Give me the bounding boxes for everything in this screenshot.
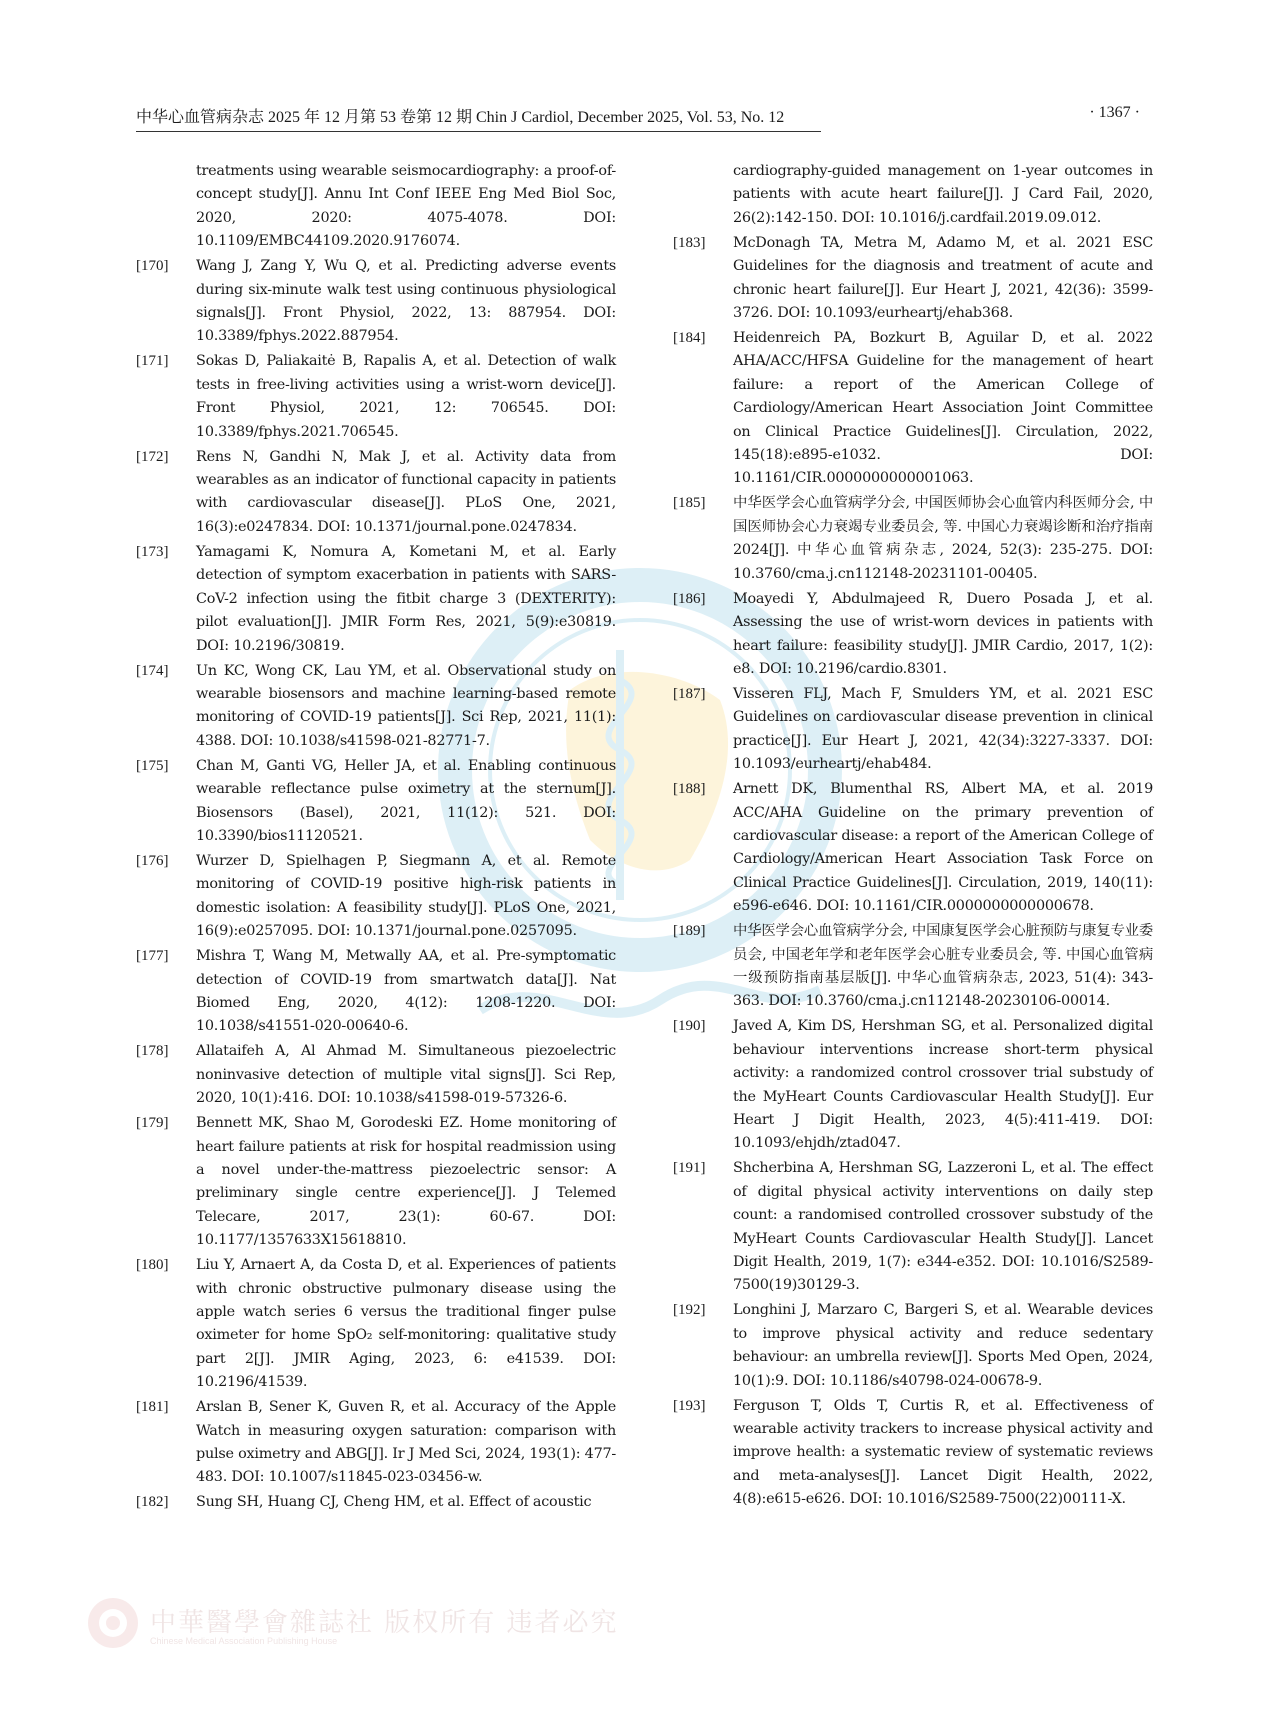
reference-number: [187] [673,685,706,702]
reference-text: Bennett MK, Shao M, Gorodeski EZ. Home monitoring of heart failure patients at risk for hospital readmission using a novel under-the-mattress piezoelectric sensor: A preliminary single centre experience[J]. J Telemed Telecare, 2017, 23(1): 60-67. DOI: 10.1177/1357633X15618810. [196,1115,616,1249]
reference-text: 中华医学会心血管病学分会, 中国康复医学会心脏预防与康复专业委员会, 中国老年学和老年医学会心脏专业委员会, 等. 中国心血管病一级预防指南基层版[J]. 中华心血管病杂志, 2023, 51(4): 343-363. DOI: 10.3760/cma.j.cn112148-20230106-00014. [733,923,1153,1010]
reference-number: [174] [136,662,169,679]
reference-text: 中华医学会心血管病学分会, 中国医师协会心血管内科医师分会, 中国医师协会心力衰竭专业委员会, 等. 中国心力衰竭诊断和治疗指南 2024[J]. 中华心血管病杂志, 2024, 52(3): 235-275. DOI: 10.3760/cma.j.cn112148-20231101-00405. [733,495,1153,582]
references-left-column [136,160,616,1516]
reference-number: [179] [136,1115,169,1132]
reference-item [673,1299,1153,1393]
reference-item [136,1112,616,1252]
reference-item [136,1491,616,1514]
reference-item [673,1157,1153,1297]
reference-item [673,160,1153,230]
reference-item [673,920,1153,1014]
publisher-watermark-en: Chinese Medical Association Publishing House [150,1636,338,1646]
reference-text: Javed A, Kim DS, Hershman SG, et al. Personalized digital behaviour interventions increase short-term physical activity: a randomized control crossover trial substudy of the MyHeart Counts Cardiovascular Health Study[J]. Eur Heart J Digit Health, 2023, 4(5):411-419. DOI: 10.1093/ehjdh/ztad047. [733,1018,1153,1152]
reference-item [136,1254,616,1394]
reference-text: Wang J, Zang Y, Wu Q, et al. Predicting adverse events during six-minute walk test using continuous physiological signals[J]. Front Physiol, 2022, 13: 887954. DOI: 10.3389/fphys.2022.887954. [196,258,616,345]
reference-text: Visseren FLJ, Mach F, Smulders YM, et al. 2021 ESC Guidelines on cardiovascular disease prevention in clinical practice[J]. Eur Heart J, 2021, 42(34):3227-3337. DOI: 10.1093/eurheartj/ehab484. [733,685,1153,773]
reference-item [673,683,1153,777]
reference-item [673,588,1153,682]
running-header [136,104,1140,126]
reference-item [136,255,616,349]
reference-number: [183] [673,234,706,251]
reference-item [136,755,616,849]
reference-number: [182] [136,1494,169,1511]
reference-text: McDonagh TA, Metra M, Adamo M, et al. 2021 ESC Guidelines for the diagnosis and treatment of acute and chronic heart failure[J]. Eur Heart J, 2021, 42(36): 3599-3726. DOI: 10.1093/eurheartj/ehab368. [733,234,1153,322]
reference-number [673,160,733,230]
reference-item [673,1015,1153,1155]
reference-number: [170] [136,258,169,275]
reference-number: [193] [673,1397,706,1414]
reference-number: [176] [136,852,169,869]
reference-number [136,160,196,254]
reference-item [673,1395,1153,1512]
reference-item [136,660,616,754]
publisher-watermark [86,1596,619,1660]
reference-item [136,350,616,444]
publisher-watermark-cn: 中華醫學會雜誌社 版权所有 违者必究 [150,1608,619,1638]
reference-text: Longhini J, Marzaro C, Bargeri S, et al. Wearable devices to improve physical activity and reduce sedentary behaviour: an umbrella review[J]. Sports Med Open, 2024, 10(1):9. DOI: 10.1186/s40798-024-00678-9. [733,1302,1153,1389]
reference-item [136,1040,616,1110]
reference-item [136,945,616,1039]
reference-number: [191] [673,1160,706,1177]
reference-text: Un KC, Wong CK, Lau YM, et al. Observational study on wearable biosensors and machine learning-based remote monitoring of COVID-19 patients[J]. Sci Rep, 2021, 11(1): 4388. DOI: 10.1038/s41598-021-82771-7. [196,662,616,749]
reference-item [136,446,616,540]
reference-text: Yamagami K, Nomura A, Kometani M, et al. Early detection of symptom exacerbation in patients with SARS-CoV-2 infection using the fitbit charge 3 (DEXTERITY): pilot evaluation[J]. JMIR Form Res, 2021, 5(9):e30819. DOI: 10.2196/30819. [196,543,616,654]
reference-text: treatments using wearable seismocardiography: a proof-of-concept study[J]. Annu Int Conf IEEE Eng Med Biol Soc, 2020, 2020: 4075-4078. DOI: 10.1109/EMBC44109.2020.9176074. [196,163,616,250]
reference-item [673,778,1153,918]
reference-number: [186] [673,590,706,607]
reference-text: Sung SH, Huang CJ, Cheng HM, et al. Effect of acoustic [196,1494,592,1511]
header-rule [136,131,821,132]
references-right-column [673,160,1153,1513]
reference-item [673,492,1153,586]
reference-text: Ferguson T, Olds T, Curtis R, et al. Effectiveness of wearable activity trackers to increase physical activity and improve health: a systematic review of systematic reviews and meta-analyses[J]. Lancet Digit Health, 2022, 4(8):e615-e626. DOI: 10.1016/S2589-7500(22)00111-X. [733,1397,1153,1508]
reference-number: [180] [136,1257,169,1274]
reference-text: Sokas D, Paliakaitė B, Rapalis A, et al. Detection of walk tests in free-living activities using a wrist-worn device[J]. Front Physiol, 2021, 12: 706545. DOI: 10.3389/fphys.2021.706545. [196,353,616,440]
reference-text: Heidenreich PA, Bozkurt B, Aguilar D, et al. 2022 AHA/ACC/HFSA Guideline for the management of heart failure: a report of the American College of Cardiology/American Heart Association Joint Committee on Clinical Practice Guidelines[J]. Circulation, 2022, 145(18):e895-e1032. DOI: 10.1161/CIR.0000000000001063. [733,330,1153,487]
reference-number: [173] [136,543,169,560]
reference-item [136,850,616,944]
reference-text: cardiography-guided management on 1-year outcomes in patients with acute heart failure[J]. J Card Fail, 2020, 26(2):142-150. DOI: 10.1016/j.cardfail.2019.09.012. [733,163,1153,226]
reference-text: Liu Y, Arnaert A, da Costa D, et al. Experiences of patients with chronic obstructive pulmonary disease using the apple watch series 6 versus the traditional finger pulse oximeter for home SpO₂ self-monitoring: qualitative study part 2[J]. JMIR Aging, 2023, 6: e41539. DOI: 10.2196/41539. [196,1257,616,1391]
reference-number: [188] [673,781,706,798]
reference-number: [175] [136,757,169,774]
reference-number: [177] [136,948,169,965]
reference-item [673,327,1153,491]
reference-number: [171] [136,353,169,370]
publisher-logo-icon [86,1596,140,1650]
reference-text: Wurzer D, Spielhagen P, Siegmann A, et al. Remote monitoring of COVID-19 positive high-risk patients in domestic isolation: A feasibility study[J]. PLoS One, 2021, 16(9):e0257095. DOI: 10.1371/journal.pone.0257095. [196,852,616,940]
reference-text: Rens N, Gandhi N, Mak J, et al. Activity data from wearables as an indicator of functional capacity in patients with cardiovascular disease[J]. PLoS One, 2021, 16(3):e0247834. DOI: 10.1371/journal.pone.0247834. [196,448,616,535]
reference-number: [185] [673,495,706,512]
page-number: · 1367 · [1089,104,1140,121]
reference-number: [190] [673,1018,706,1035]
reference-text: Chan M, Ganti VG, Heller JA, et al. Enabling continuous wearable reflectance pulse oximetry at the sternum[J]. Biosensors (Basel), 2021, 11(12): 521. DOI: 10.3390/bios11120521. [196,757,616,844]
reference-item [136,1396,616,1490]
reference-text: Moayedi Y, Abdulmajeed R, Duero Posada J, et al. Assessing the use of wrist-worn devices in patients with heart failure: feasibility study[J]. JMIR Cardio, 2017, 1(2): e8. DOI: 10.2196/cardio.8301. [733,590,1153,677]
reference-number: [181] [136,1399,169,1416]
reference-number: [189] [673,923,706,940]
reference-item [673,232,1153,326]
reference-number: [178] [136,1043,169,1060]
reference-number: [172] [136,448,169,465]
reference-number: [192] [673,1302,706,1319]
reference-item [136,160,616,254]
reference-item [136,541,616,658]
reference-text: Shcherbina A, Hershman SG, Lazzeroni L, et al. The effect of digital physical activity interventions on daily step count: a randomised controlled crossover substudy of the MyHeart Counts Cardiovascular Health Study[J]. Lancet Digit Health, 2019, 1(7): e344-e352. DOI: 10.1016/S2589-7500(19)30129-3. [733,1160,1153,1294]
reference-text: Arnett DK, Blumenthal RS, Albert MA, et al. 2019 ACC/AHA Guideline on the primary prevention of cardiovascular disease: a report of the American College of Cardiology/American Heart Association Task Force on Clinical Practice Guidelines[J]. Circulation, 2019, 140(11): e596-e646. DOI: 10.1161/CIR.0000000000000678. [733,781,1153,915]
journal-citation-header: 中华心血管病杂志 2025 年 12 月第 53 卷第 12 期 Chin J Cardiol, December 2025, Vol. 53, No. 12 [136,109,785,126]
reference-text: Mishra T, Wang M, Metwally AA, et al. Pre-symptomatic detection of COVID-19 from smartwatch data[J]. Nat Biomed Eng, 2020, 4(12): 1208-1220. DOI: 10.1038/s41551-020-00640-6. [196,948,616,1035]
reference-text: Allataifeh A, Al Ahmad M. Simultaneous piezoelectric noninvasive detection of multiple vital signs[J]. Sci Rep, 2020, 10(1):416. DOI: 10.1038/s41598-019-57326-6. [196,1043,616,1107]
reference-number: [184] [673,330,706,347]
reference-text: Arslan B, Sener K, Guven R, et al. Accuracy of the Apple Watch in measuring oxygen saturation: comparison with pulse oximetry and ABG[J]. Ir J Med Sci, 2024, 193(1): 477-483. DOI: 10.1007/s11845-023-03456-w. [196,1399,616,1486]
